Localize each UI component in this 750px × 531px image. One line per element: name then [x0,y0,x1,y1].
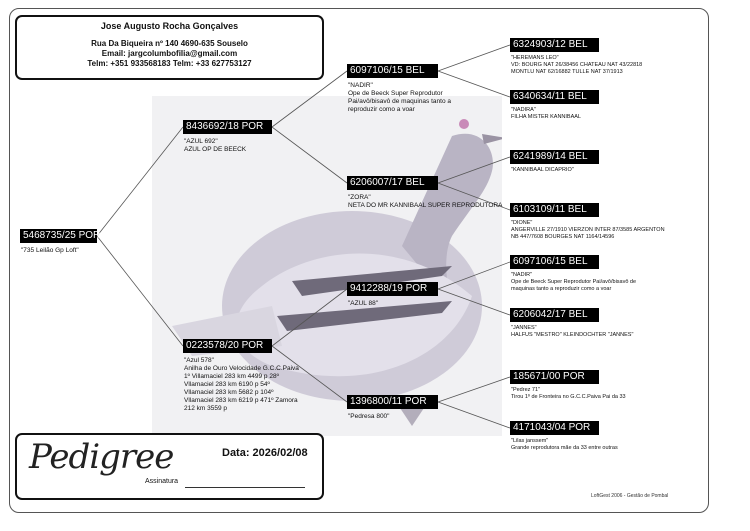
ssd-ring-tag: 6340634/11 BEL [510,90,599,104]
dds-notes: "Pedrez 71" Tirou 1º de Fronteira no G.C.C.Paiva Pai da 33 [511,387,626,400]
sds-notes: "KANNIBAAL DICAPRIO" [511,167,574,173]
dam-dam-notes: "Pedresa 800" [348,413,390,420]
dss-notes: "NADIR" Ope de Beeck Super Reprodutor Pai/avô/bisavô de maquinas tanto a reproduzir como a voar [511,272,637,292]
sss-ring-tag: 6324903/12 BEL [510,38,599,52]
ddd-notes: "Lilas janssem" Grande reprodutora mãe da 33 entre outras [511,438,618,451]
sss-notes: "HEREMANS LEO" VD: BOURG NAT 26/38456 CHATEAU NAT 43/22818 MONTLU NAT 62/16882 TULLE NAT 37/1913 [511,55,643,75]
dss-ring-tag: 6097106/15 BEL [510,255,599,269]
document-date: Data: 2026/02/08 [222,447,308,459]
sire-sire-notes: "NADIR" Ope de Beeck Super Reprodutor Pai/avô/bisavô de maquinas tanto a reproduzir como a voar [348,82,451,113]
dsd-notes: "JANNES" HALFUS "MESTRO" KLEINDOCHTER "JANNES" [511,325,634,338]
sire-notes: "AZUL 692" AZUL OP DE BEECK [184,138,247,153]
footer-box [15,433,324,500]
dsd-ring-tag: 6206042/17 BEL [510,308,599,322]
ssd-notes: "NADIRA" FILHA MISTER KANNIBAAL [511,107,581,120]
signature-line [185,487,305,488]
sire-ring-tag: 8436692/18 POR [183,120,272,134]
sire-dam-ring-tag: 6206007/17 BEL [347,176,438,190]
owner-email: Email: jargcolumbofilia@gmail.com [101,49,238,58]
subject-notes: "735 Leilão Gp Loft" [21,247,79,254]
ddd-ring-tag: 4171043/04 POR [510,421,599,435]
dam-sire-notes: "AZUL 88" [348,300,379,307]
sds-ring-tag: 6241989/14 BEL [510,150,599,164]
owner-phones: Telm: +351 933568183 Telm: +33 627753127 [87,59,252,68]
sdd-ring-tag: 6103109/11 BEL [510,203,599,217]
owner-address: Rua Da Biqueira nº 140 4690-635 Souselo [91,39,248,48]
software-credit: LoftGest 2006 - Gestão de Pombal [591,493,669,499]
dam-ring-tag: 0223578/20 POR [183,339,272,353]
subject-ring-tag: 5468735/25 POR [20,229,97,243]
signature-label: Assinatura [145,478,179,485]
dam-sire-ring-tag: 9412288/19 POR [347,282,438,296]
sire-dam-notes: "ZORA" NETA DO MR KANNIBAAL SUPER REPRODUTORA [348,194,503,209]
dam-dam-ring-tag: 1396800/11 POR [347,395,438,409]
pedigree-title: Pedigree [29,437,174,477]
sire-sire-ring-tag: 6097106/15 BEL [347,64,438,78]
sdd-notes: "DIONE" ANGERVILLE 27/1910 VIERZON INTER 87/3585 ARGENTON NB 447/7608 BOURGES NAT 1164/14596 [511,220,665,240]
dds-ring-tag: 185671/00 POR [510,370,599,384]
dam-notes: "Azul 578" Anilha de Ouro Velocidade G.C.C.Paiva 1º Villamaciel 283 km 4499 p 28º Vllamaciel 283 km 6190 p 54º Vllamaciel 283 km 5682 p 104º Vllamaciel 283 km 6219 p 471º Zamora 212 km 3559 p [184,357,299,412]
owner-name: Jose Augusto Rocha Gonçalves [100,21,239,31]
